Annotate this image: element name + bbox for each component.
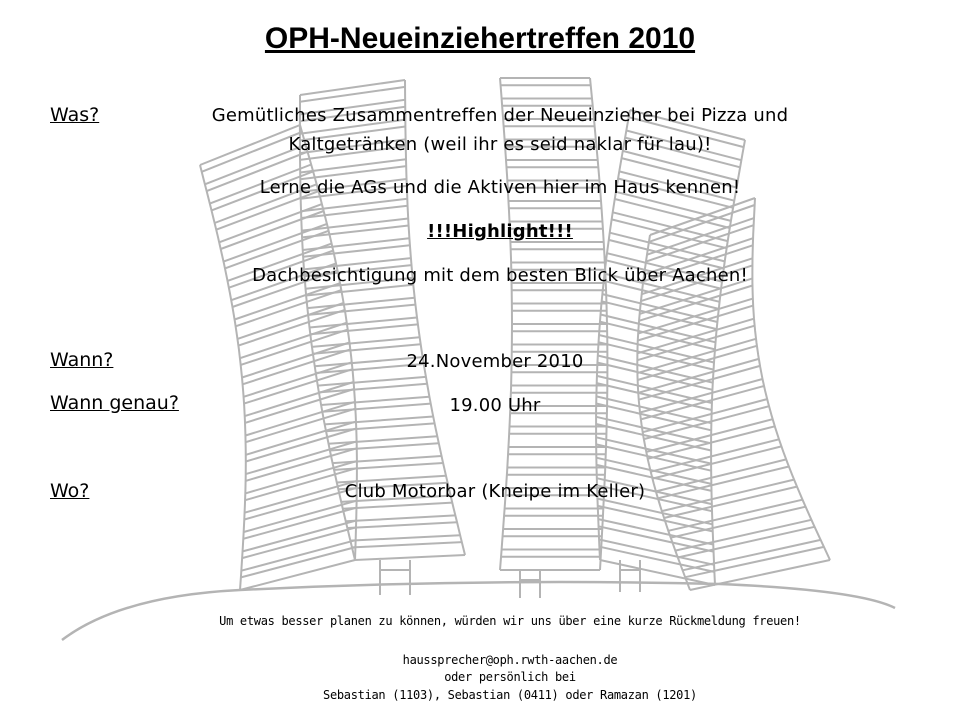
was-line-2: Kaltgetränken (weil ihr es seid naklar für lau)! — [288, 134, 712, 155]
contact-email: haussprecher@oph.rwth-aachen.de — [402, 653, 618, 667]
date-value: 24.November 2010 — [406, 351, 584, 372]
entrance-2 — [520, 570, 540, 598]
ground-line — [62, 582, 895, 640]
was-line-4: Dachbesichtigung mit dem besten Blick über Aachen! — [252, 265, 748, 286]
was-line-1: Gemütliches Zusammentreffen der Neueinzieher bei Pizza und — [211, 105, 789, 126]
feedback-note: Um etwas besser planen zu können, würden wir uns über eine kurze Rückmeldung freuen! — [219, 614, 801, 628]
time-value: 19.00 Uhr — [449, 395, 541, 416]
location-value: Club Motorbar (Kneipe im Keller) — [344, 481, 646, 502]
highlight-text: !!!Highlight!!! — [427, 221, 573, 242]
was-line-3: Lerne die AGs und die Aktiven hier im Haus kennen! — [259, 177, 741, 198]
label-wann: Wann? — [50, 349, 114, 371]
label-was: Was? — [50, 104, 100, 126]
label-wann-genau: Wann genau? — [50, 392, 179, 414]
page-title: OPH-Neueinziehertreffen 2010 — [264, 22, 696, 55]
contact-names: Sebastian (1103), Sebastian (0411) oder Ramazan (1201) — [323, 688, 697, 702]
label-wo: Wo? — [50, 480, 90, 502]
tower-5 — [637, 198, 830, 590]
entrance-1 — [380, 560, 410, 595]
contact-personal: oder persönlich bei — [444, 670, 576, 684]
